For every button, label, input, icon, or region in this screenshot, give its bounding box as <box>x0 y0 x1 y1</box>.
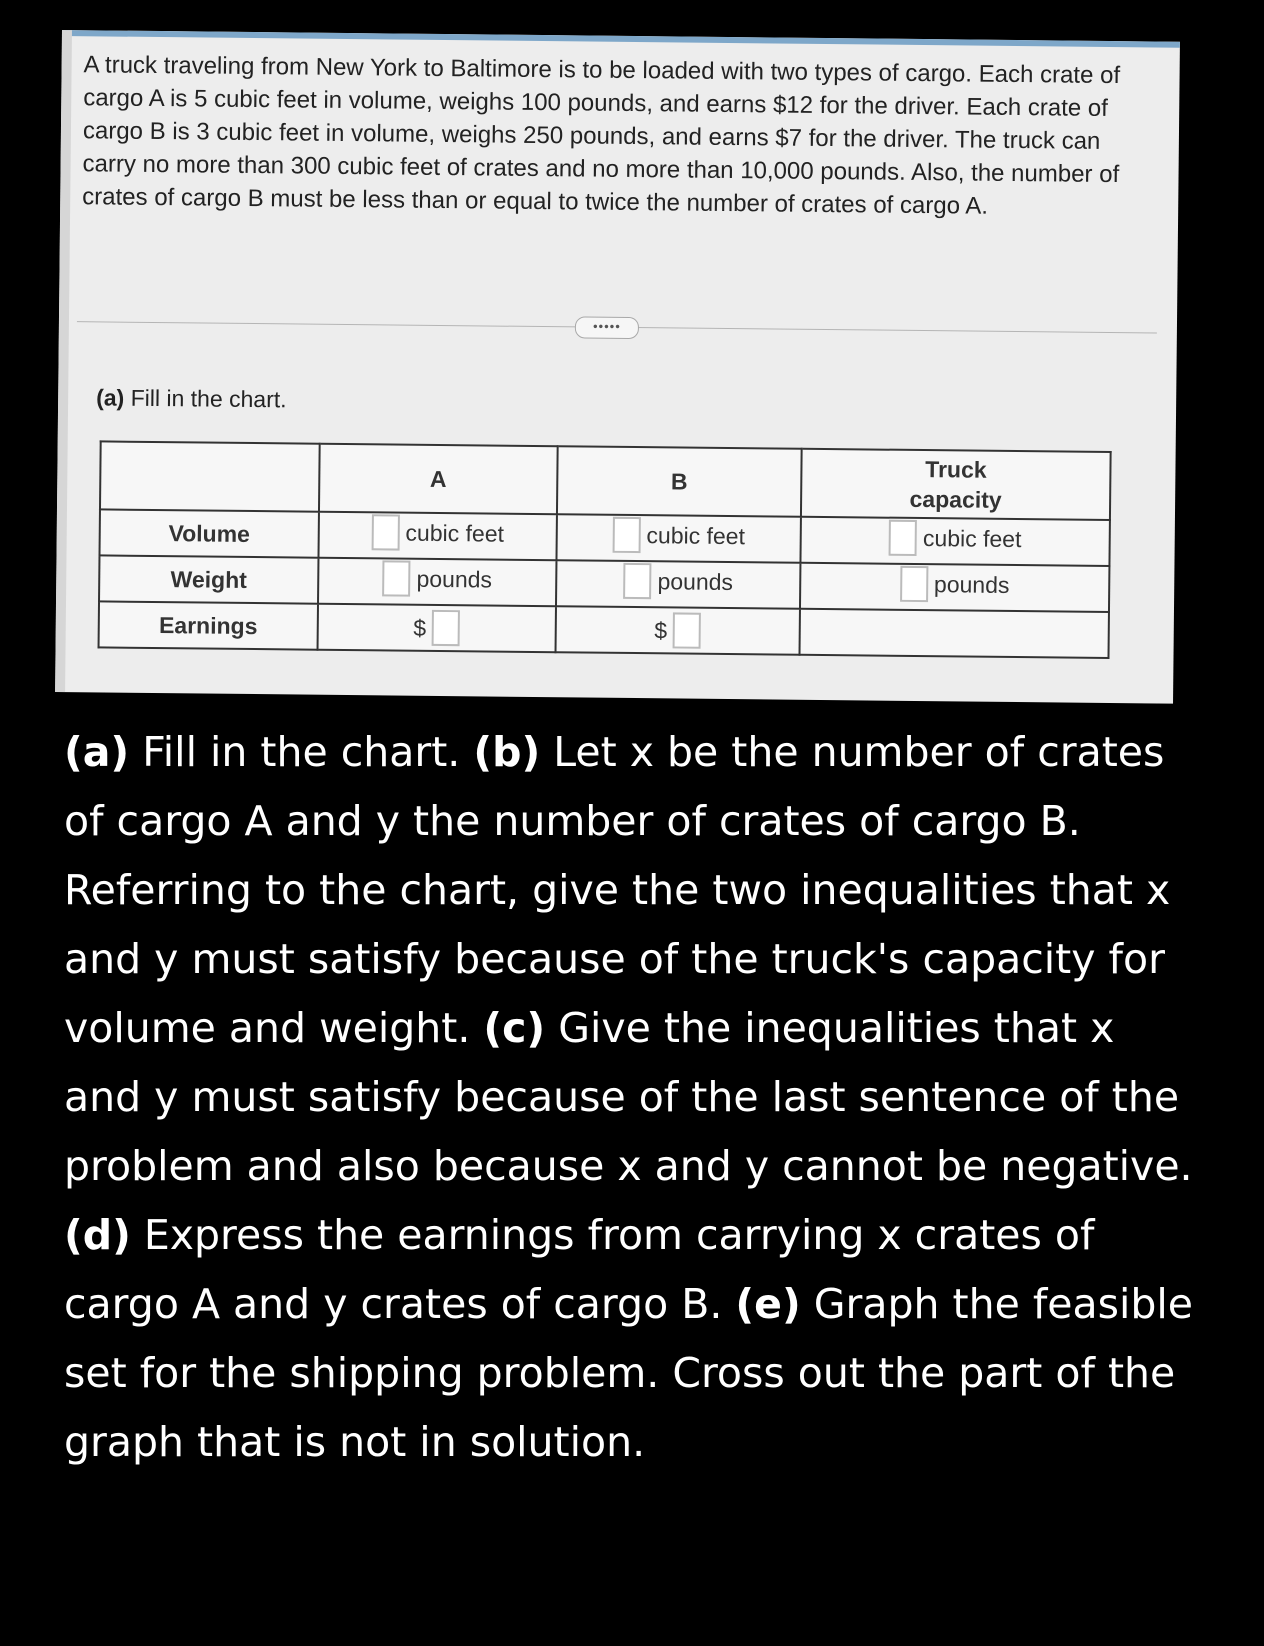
unit-a-weight: pounds <box>416 565 493 593</box>
input-b-weight[interactable] <box>623 563 651 599</box>
unit-b-volume: cubic feet <box>646 521 746 549</box>
header-truck-capacity <box>801 449 1111 520</box>
question-c-text: Give the inequalities that x and y must satisfy because of the last sentence of the problem and also because x and y cannot be negative. <box>64 1004 1193 1190</box>
input-a-weight[interactable] <box>382 560 410 596</box>
question-e-text: Graph the feasible set for the shipping problem. Cross out the part of the graph that is not in solution. <box>64 1280 1194 1466</box>
unit-b-weight: pounds <box>657 567 734 595</box>
question-b-label: (b) <box>473 728 541 776</box>
cell-a-weight <box>318 558 556 606</box>
header-cargo-b: B <box>557 446 802 517</box>
part-a-instruction <box>96 384 287 413</box>
part-a-label: (a) <box>96 384 125 411</box>
chart-row-earnings <box>99 601 1109 658</box>
cell-a-earnings <box>318 604 556 652</box>
row-label-volume: Volume <box>99 509 318 557</box>
currency-b-earnings: $ <box>654 616 668 643</box>
problem-statement: A truck traveling from New York to Baltimore is to be loaded with two types of cargo. Each crate of cargo A is 5 cubic feet in volume, weighs 100 pounds, and earns $12 for the driver. Each crate of cargo B is 3 cubic feet in volume, weighs 250 pounds, and earns $7 for the driver. The truck can carry no more than 300 cubic feet of crates and no more than 10,000 pounds. Also, the number of crates of cargo B must be less than or equal to twice the number of crates of cargo A. <box>82 51 1121 220</box>
currency-a-earnings: $ <box>413 614 427 641</box>
question-d-text: Express the earnings from carrying x crates of cargo A and y crates of cargo B. <box>64 1211 1095 1328</box>
cell-b-earnings <box>556 606 800 655</box>
question-b-text: Let x be the number of crates of cargo A and y the number of crates of cargo B. Referring to the chart, give the two inequalities that x and y must satisfy because of the truck's capacity for volume and weight. <box>64 728 1171 1052</box>
cargo-chart-table <box>98 440 1112 659</box>
cell-b-weight <box>556 560 800 609</box>
cell-b-volume <box>556 514 800 563</box>
row-label-weight: Weight <box>99 555 318 603</box>
cell-capacity-volume <box>800 517 1109 566</box>
photographed-screen <box>55 30 1180 704</box>
chart-header-row <box>100 441 1111 520</box>
input-a-earnings[interactable] <box>432 610 460 646</box>
question-a-label: (a) <box>64 728 130 776</box>
cell-capacity-earnings <box>799 609 1108 658</box>
expand-more-button[interactable]: ••••• <box>575 316 639 339</box>
input-b-volume[interactable] <box>612 517 640 553</box>
header-capacity-line1: Truck <box>925 456 987 483</box>
cell-capacity-weight <box>800 563 1109 612</box>
input-b-earnings[interactable] <box>673 612 701 648</box>
question-d-label: (d) <box>64 1211 131 1259</box>
question-a-text: Fill in the chart. <box>129 728 474 776</box>
input-capacity-volume[interactable] <box>889 520 917 556</box>
row-label-earnings: Earnings <box>99 601 318 649</box>
unit-capacity-volume: cubic feet <box>922 524 1022 552</box>
window-left-edge <box>55 30 72 692</box>
input-capacity-weight[interactable] <box>900 566 928 602</box>
part-a-text: Fill in the chart. <box>130 384 287 413</box>
question-c-label: (c) <box>483 1004 546 1052</box>
question-e-label: (e) <box>735 1280 801 1328</box>
question-text <box>64 718 1194 1477</box>
header-cargo-a: A <box>319 444 558 514</box>
cell-a-volume <box>318 512 556 560</box>
unit-a-volume: cubic feet <box>405 519 505 547</box>
unit-capacity-weight: pounds <box>933 570 1010 598</box>
chart-corner-cell <box>100 441 320 511</box>
header-capacity-line2: capacity <box>909 485 1002 513</box>
window-top-bar <box>62 30 1180 48</box>
input-a-volume[interactable] <box>371 514 399 550</box>
